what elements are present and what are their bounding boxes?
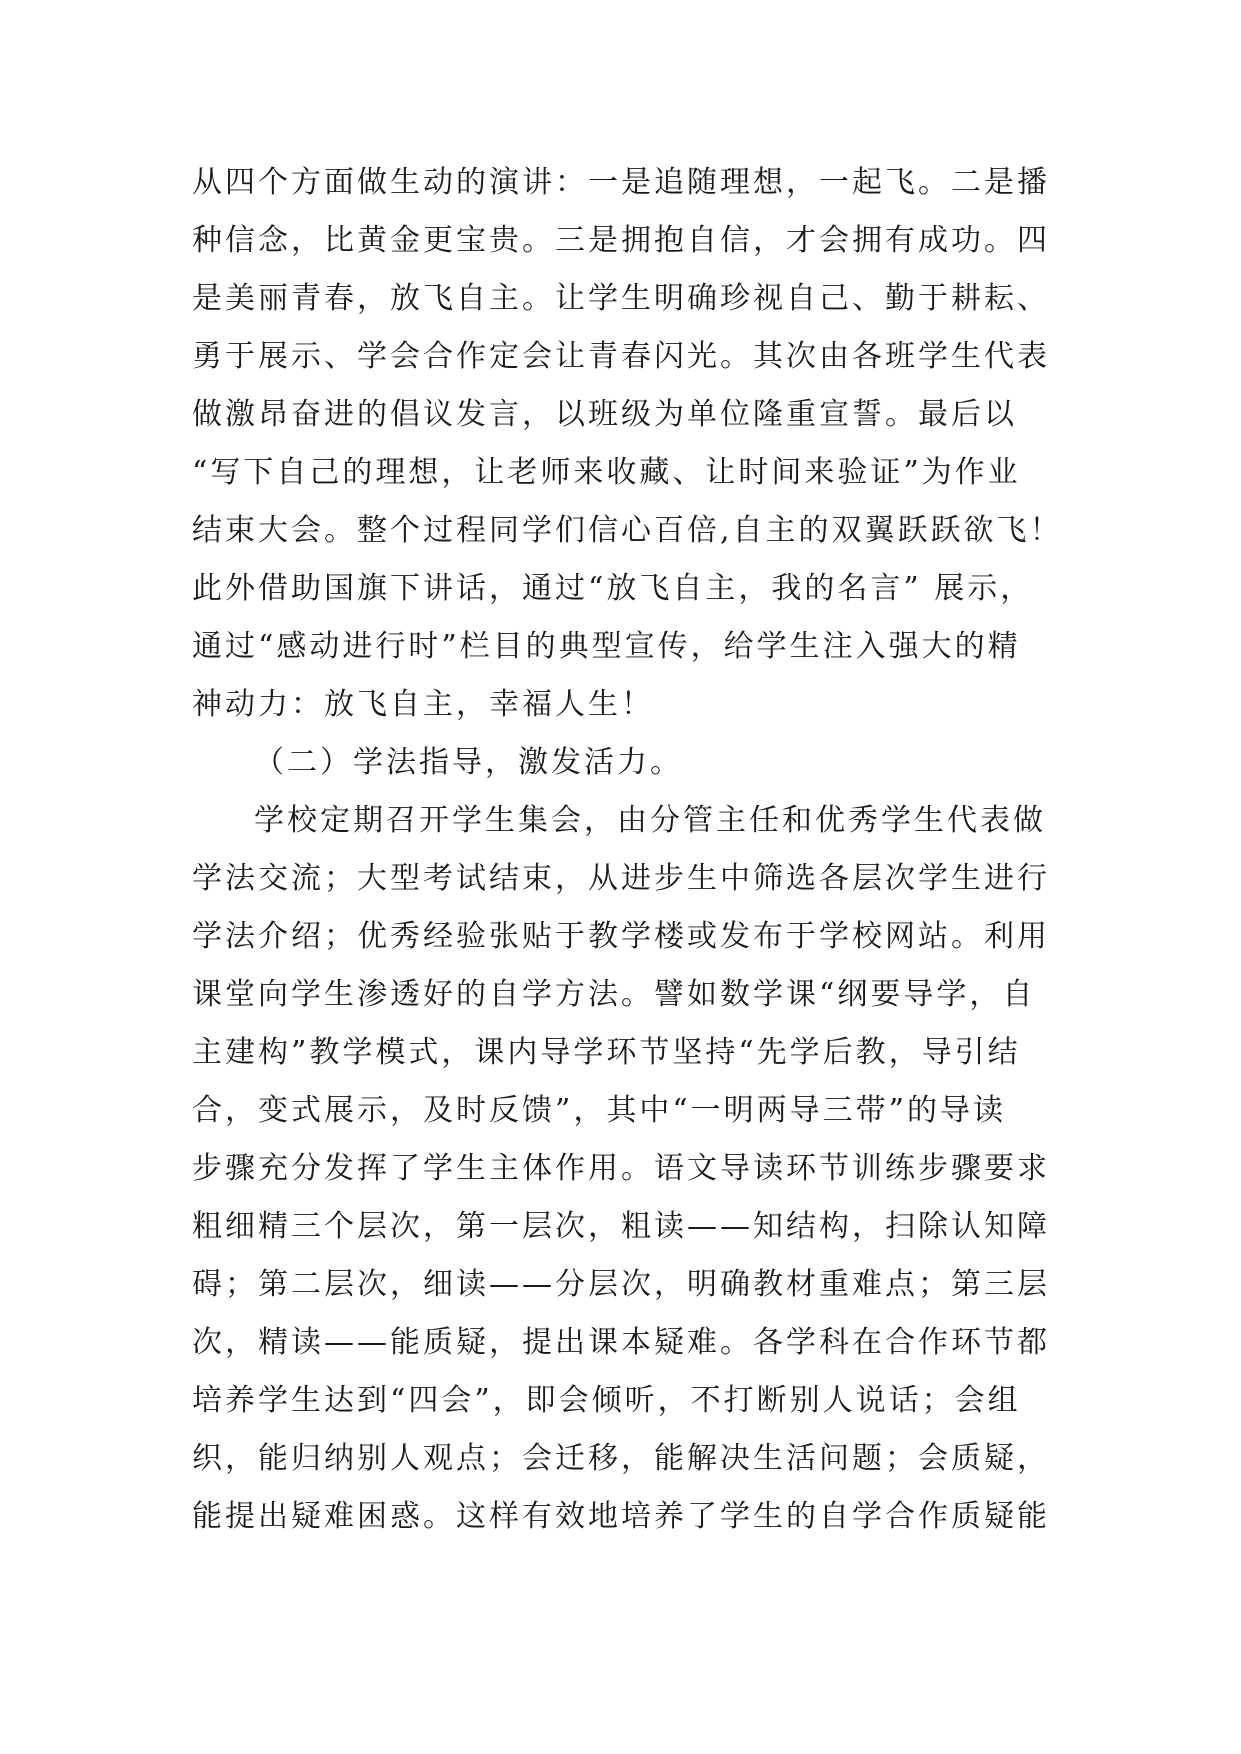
text-line: 种信念，比黄金更宝贵。三是拥抱自信，才会拥有成功。四 xyxy=(192,223,1050,258)
text-line: “写下自己的理想，让老师来收藏、让时间来验证”为作业 xyxy=(192,455,1021,490)
text-line: 做激昂奋进的倡议发言，以班级为单位隆重宣誓。最后以 xyxy=(192,397,1017,432)
text-line: 能提出疑难困惑。这样有效地培养了学生的自学合作质疑能 xyxy=(192,1499,1050,1534)
text-line: 勇于展示、学会合作定会让青春闪光。其次由各班学生代表 xyxy=(192,339,1050,374)
text-line: 次，精读——能质疑，提出课本疑难。各学科在合作环节都 xyxy=(192,1325,1050,1360)
text-line: 学法交流；大型考试结束，从进步生中筛选各层次学生进行 xyxy=(192,861,1050,896)
text-line: 通过“感动进行时”栏目的典型宣传，给学生注入强大的精 xyxy=(192,629,1021,664)
text-line: 是美丽青春，放飞自主。让学生明确珍视自己、勤于耕耘、 xyxy=(192,281,1050,316)
text-line: 学法介绍；优秀经验张贴于教学楼或发布于学校网站。利用 xyxy=(192,919,1050,954)
section-heading: （二）学法指导，激发活力。 xyxy=(254,745,683,780)
text-line: 课堂向学生渗透好的自学方法。譬如数学课“纲要导学，自 xyxy=(192,977,1036,1012)
text-line: 此外借助国旗下讲话，通过“放飞自主，我的名言” 展示， xyxy=(192,571,1034,606)
text-line: 学校定期召开学生集会，由分管主任和优秀学生代表做 xyxy=(254,803,1046,838)
body-text xyxy=(192,154,1072,1546)
text-line: 主建构”教学模式，课内导学环节坚持“先学后教，导引结 xyxy=(192,1035,1021,1070)
text-line: 培养学生达到“四会”，即会倾听，不打断别人说话；会组 xyxy=(192,1383,1021,1418)
text-line: 从四个方面做生动的演讲：一是追随理想，一起飞。二是播 xyxy=(192,165,1050,200)
text-line: 碍；第二层次，细读——分层次，明确教材重难点；第三层 xyxy=(192,1267,1050,1302)
text-line: 织，能归纳别人观点；会迁移，能解决生活问题；会质疑， xyxy=(192,1441,1050,1476)
text-line: 粗细精三个层次，第一层次，粗读——知结构，扫除认知障 xyxy=(192,1209,1050,1244)
text-line: 结束大会。整个过程同学们信心百倍,自主的双翼跃跃欲飞！ xyxy=(192,513,1063,548)
text-line: 神动力：放飞自主，幸福人生！ xyxy=(192,687,654,722)
text-line: 合，变式展示，及时反馈”，其中“一明两导三带”的导读 xyxy=(192,1093,1007,1128)
text-line: 步骤充分发挥了学生主体作用。语文导读环节训练步骤要求 xyxy=(192,1151,1050,1186)
